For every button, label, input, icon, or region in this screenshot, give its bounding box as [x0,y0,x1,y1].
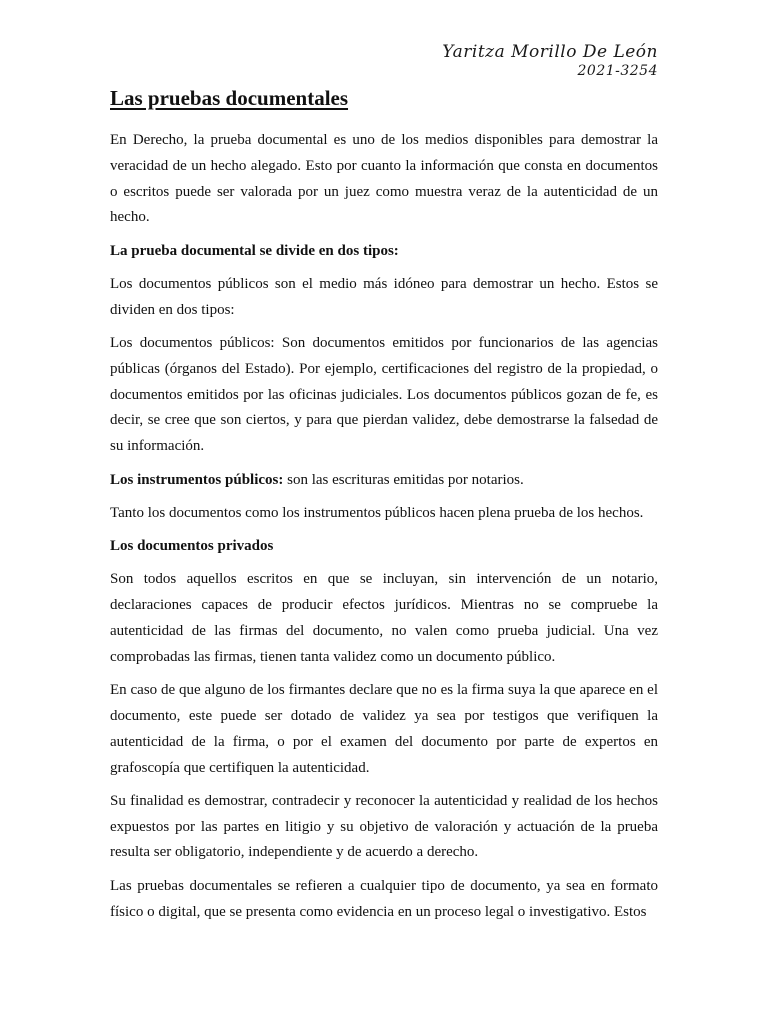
paragraph-intro: En Derecho, la prueba documental es uno de los medios disponibles para demostrar la veracidad de un hecho alegado. Esto por cuanto la información que consta en documentos o escritos puede ser valorada por un juez como muestra veraz de la autenticidad de un hecho. [110,132,658,226]
instrumentos-publicos-text: son las escrituras emitidas por notarios. [283,471,524,488]
paragraph-firmantes: En caso de que alguno de los firmantes declare que no es la firma suya la que aparece en el documento, este puede ser dotado de validez ya sea por testigos que verifiquen la autenticidad de la firma, o por el examen del documento por parte de expertos en grafoscopía que certifiquen la autenticidad. [110,682,658,776]
paragraph-instrumentos-publicos [110,468,658,494]
paragraph-finalidad: Su finalidad es demostrar, contradecir y reconocer la autenticidad y realidad de los hechos expuestos por las partes en litigio y su objetivo de valoración y actuación de la prueba resulta ser obligatorio, independiente y de acuerdo a derecho. [110,792,658,861]
document-title: Las pruebas documentales [110,86,349,110]
document-body [110,128,658,933]
paragraph-documentos-publicos: Los documentos públicos: Son documentos emitidos por funcionarios de las agencias públicas (órganos del Estado). Por ejemplo, certificaciones del registro de la propiedad, o documentos emitidos por las oficinas judiciales. Los documentos públicos gozan de fe, es decir, se cree que son ciertos, y para que pierdan validez, debe demostrarse la falsedad de su información. [110,335,658,455]
author-name: Yaritza Morillo De León [442,42,658,62]
section-heading-tipos: La prueba documental se divide en dos tipos: [110,242,399,259]
paragraph-documentos-privados: Son todos aquellos escritos en que se incluyan, sin intervención de un notario, declaraciones capaces de producir efectos jurídicos. Mientras no se compruebe la autenticidad de las firmas del documento, no valen como prueba judicial. Una vez comprobadas las firmas, tienen tanta validez como un documento público. [110,571,658,665]
paragraph-documentos-publicos-intro: Los documentos públicos son el medio más idóneo para demostrar un hecho. Estos se dividen en dos tipos: [110,275,658,318]
section-heading-privados: Los documentos privados [110,538,274,555]
student-id: 2021-3254 [577,63,658,79]
paragraph-pruebas-documentales: Las pruebas documentales se refieren a cualquier tipo de documento, ya sea en formato físico o digital, que se presenta como evidencia en un proceso legal o investigativo. Estos [110,877,658,920]
instrumentos-publicos-label: Los instrumentos públicos: [110,471,284,488]
paragraph-plena-prueba: Tanto los documentos como los instrumentos públicos hacen plena prueba de los hechos. [110,504,644,521]
